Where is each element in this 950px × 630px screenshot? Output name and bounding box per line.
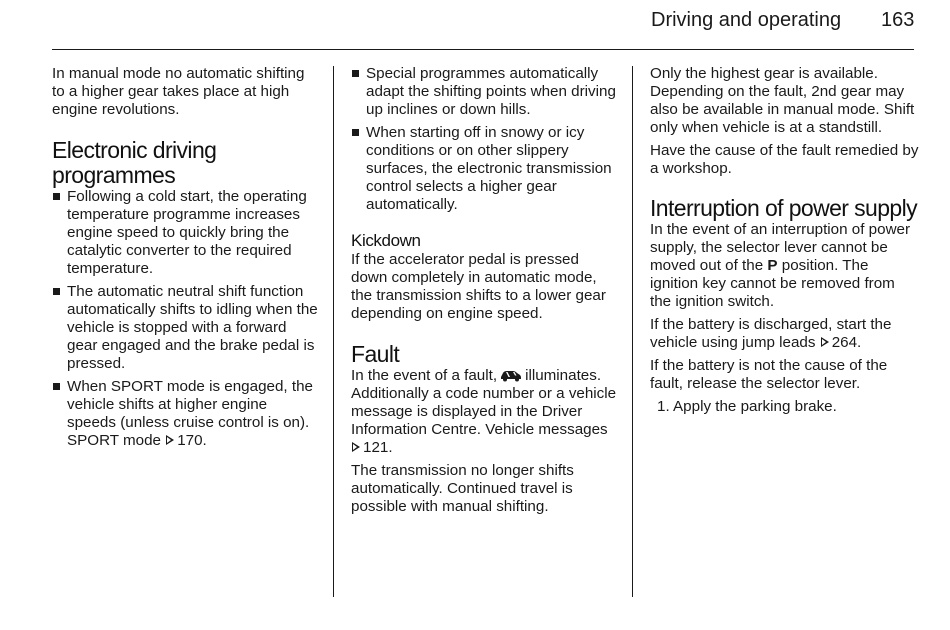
jump-leads-paragraph xyxy=(650,316,920,352)
list-item-text: Following a cold start, the operating temperature programme increases engine speed to quickly bring the catalytic converter to the required temperature. xyxy=(67,188,307,277)
step-item: 1. Apply the parking brake. xyxy=(657,398,837,415)
column-2 xyxy=(351,65,619,521)
list-item-text: Special programmes automatically adapt the shifting points when driving up inclines or down hills. xyxy=(366,65,616,118)
fault-paragraph xyxy=(351,367,619,457)
bullet-square-icon xyxy=(53,383,60,390)
bullet-square-icon xyxy=(53,288,60,295)
page-number: 163 xyxy=(881,9,915,31)
list-item xyxy=(52,378,320,450)
column-3 xyxy=(650,65,920,416)
interruption-of-power-supply-heading: Interruption of power supply xyxy=(650,195,918,221)
column-1 xyxy=(52,65,320,455)
release-lever-paragraph: If the battery is not the cause of the fault, release the selector lever. xyxy=(650,357,888,392)
list-item xyxy=(52,283,320,373)
kickdown-paragraph: If the accelerator pedal is pressed down completely in automatic mode, the transmission shifts to a lower gear depending on engine speed. xyxy=(351,251,606,322)
page-reference[interactable]: 121. xyxy=(363,439,393,456)
manual-mode-paragraph: In manual mode no automatic shifting to a higher gear takes place at high engine revolutions. xyxy=(52,65,305,118)
section-title: Driving and operating xyxy=(651,9,842,31)
fault-consequence-paragraph: The transmission no longer shifts automatically. Continued travel is possible with manual shifting. xyxy=(351,462,574,515)
page-reference-arrow-icon xyxy=(166,435,174,445)
fault-heading: Fault xyxy=(351,341,400,367)
list-item-text: When starting off in snowy or icy conditions or on other slippery surfaces, the electronic transmission control selects a higher gear automatically. xyxy=(366,124,612,213)
power-text: In the event of an interruption of power supply, the selector lever cannot be moved out of the xyxy=(650,221,911,274)
bullet-square-icon xyxy=(352,70,359,77)
fault-text: illuminates. Additionally a code number or a vehicle message is displayed in the Driver Information Centre. Vehicle messages xyxy=(351,367,617,438)
programmes-list xyxy=(52,188,320,450)
power-interruption-paragraph xyxy=(650,221,920,311)
bullet-square-icon xyxy=(53,193,60,200)
page-reference[interactable]: 170. xyxy=(177,432,207,449)
workshop-paragraph: Have the cause of the fault remedied by a workshop. xyxy=(650,142,919,177)
kickdown-heading: Kickdown xyxy=(351,231,421,250)
column-divider-1 xyxy=(333,66,334,597)
transmission-fault-car-icon xyxy=(500,368,522,382)
fault-text: In the event of a fault, xyxy=(351,367,498,384)
highest-gear-paragraph: Only the highest gear is available. Depending on the fault, 2nd gear may also be available in manual mode. Shift only when vehicle is at a standstill. xyxy=(650,65,915,136)
page-reference-arrow-icon xyxy=(821,337,829,347)
programmes-list-continued xyxy=(351,65,619,214)
electronic-driving-programmes-heading: Electronic driving programmes xyxy=(52,137,217,188)
list-item-text: When SPORT mode is engaged, the vehicle shifts at higher engine speeds (unless cruise control is on). SPORT mode xyxy=(67,378,313,449)
column-divider-2 xyxy=(632,66,633,597)
list-item-text: The automatic neutral shift function automatically shifts to idling when the vehicle is stopped with a forward gear engaged and the brake pedal is pressed. xyxy=(67,283,318,372)
page-reference-arrow-icon xyxy=(352,442,360,452)
list-item xyxy=(52,188,320,278)
list-item xyxy=(351,65,619,119)
page-reference[interactable]: 264. xyxy=(831,334,862,351)
jump-text: If the battery is discharged, start the vehicle using jump leads xyxy=(650,316,892,351)
power-text: position. The ignition key cannot be removed from the ignition switch. xyxy=(650,257,895,310)
selector-position-p: P xyxy=(767,257,778,274)
list-item xyxy=(351,124,619,214)
header-divider xyxy=(52,49,914,50)
bullet-square-icon xyxy=(352,129,359,136)
release-steps-list xyxy=(650,398,920,416)
